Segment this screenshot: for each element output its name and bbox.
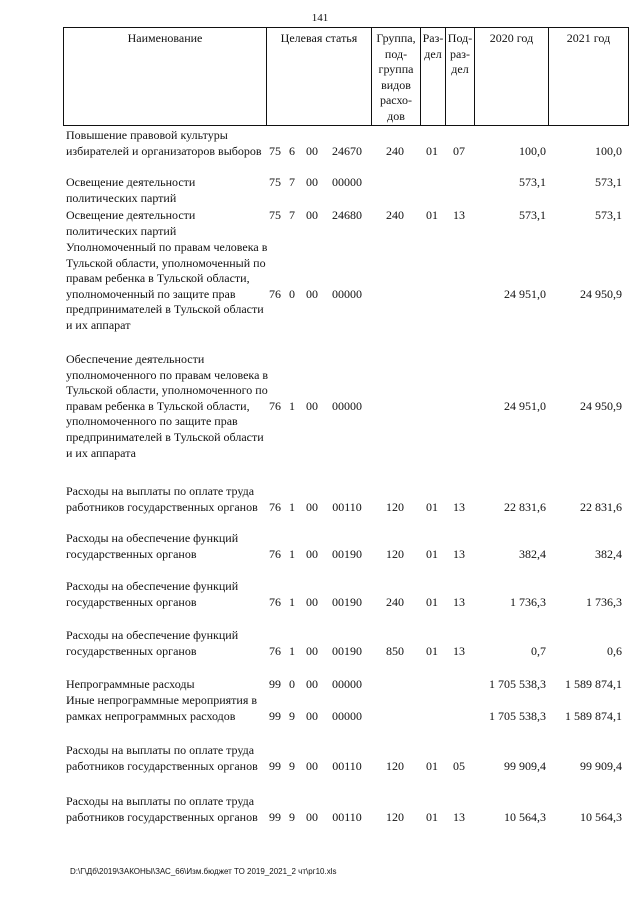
header-podrazdel: Под- раз- дел xyxy=(445,28,474,125)
cell-prz: 13 xyxy=(453,643,465,658)
cell-grp: 120 xyxy=(386,758,404,773)
cell-y21: 24 950,9 xyxy=(580,286,622,301)
cell-rz: 01 xyxy=(426,594,438,609)
header-name: Наименование xyxy=(127,31,203,45)
row-name: Расходы на обеспечение функций государственных органов xyxy=(66,531,239,561)
cell-p2: 9 xyxy=(289,809,295,824)
table-row xyxy=(0,794,640,841)
cell-rz: 01 xyxy=(426,546,438,561)
cell-y21: 24 950,9 xyxy=(580,398,622,413)
cell-rz: 01 xyxy=(426,499,438,514)
row-name: Обеспечение деятельности уполномоченного по правам человека в Тульской области, уполномоченного по правам ребенка в Тульской области, уполномоченного по защите прав предпринимателей в Тульской области и их аппарата xyxy=(66,352,269,460)
table-row xyxy=(0,677,640,693)
cell-y21: 100,0 xyxy=(595,143,622,158)
table-row xyxy=(0,208,640,239)
cell-p2: 1 xyxy=(289,398,295,413)
cell-p2: 1 xyxy=(289,643,295,658)
cell-p4: 00190 xyxy=(332,546,362,561)
cell-prz: 13 xyxy=(453,208,465,222)
cell-p2: 1 xyxy=(289,499,295,514)
cell-p2: 9 xyxy=(289,758,295,773)
table-row xyxy=(0,484,640,531)
cell-grp: 850 xyxy=(386,643,404,658)
cell-p1: 99 xyxy=(269,809,281,824)
cell-y21: 573,1 xyxy=(595,208,622,222)
cell-rz: 01 xyxy=(426,809,438,824)
cell-p4: 00110 xyxy=(332,499,362,514)
table-row xyxy=(0,240,640,350)
cell-p2: 7 xyxy=(289,175,295,189)
cell-y20: 24 951,0 xyxy=(504,398,546,413)
cell-p4: 00110 xyxy=(332,809,362,824)
cell-y20: 573,1 xyxy=(519,208,546,222)
cell-grp: 120 xyxy=(386,809,404,824)
cell-p2: 0 xyxy=(289,286,295,301)
header-group: Группа, под- группа видов расхо- дов xyxy=(371,28,420,125)
row-name: Освещение деятельности политических партий xyxy=(66,175,196,205)
row-name: Расходы на обеспечение функций государственных органов xyxy=(66,628,239,658)
cell-prz: 13 xyxy=(453,499,465,514)
page-number: 141 xyxy=(311,12,329,24)
cell-grp: 240 xyxy=(386,208,404,222)
cell-prz: 13 xyxy=(453,809,465,824)
cell-p3: 00 xyxy=(306,208,318,222)
cell-y20: 382,4 xyxy=(519,546,546,561)
row-name: Освещение деятельности политических партий xyxy=(66,208,196,238)
table-row xyxy=(0,693,640,741)
cell-p1: 76 xyxy=(269,643,281,658)
cell-p3: 00 xyxy=(306,758,318,773)
cell-y20: 1 705 538,3 xyxy=(489,708,546,723)
cell-grp: 240 xyxy=(386,594,404,609)
cell-p3: 00 xyxy=(306,809,318,824)
cell-p4: 00000 xyxy=(332,175,362,189)
cell-p2: 9 xyxy=(289,708,295,723)
table-row xyxy=(0,352,640,482)
cell-p4: 00190 xyxy=(332,643,362,658)
cell-p4: 00190 xyxy=(332,594,362,609)
cell-p3: 00 xyxy=(306,594,318,609)
cell-p4: 24670 xyxy=(332,143,362,158)
cell-p3: 00 xyxy=(306,643,318,658)
cell-y20: 10 564,3 xyxy=(504,809,546,824)
row-name: Иные непрограммные мероприятия в рамках непрограммных расходов xyxy=(66,693,258,723)
cell-p1: 76 xyxy=(269,546,281,561)
cell-y20: 0,7 xyxy=(531,643,546,658)
cell-y20: 99 909,4 xyxy=(504,758,546,773)
cell-p4: 00000 xyxy=(332,286,362,301)
cell-y21: 1 736,3 xyxy=(586,594,622,609)
row-name: Расходы на выплаты по оплате труда работников государственных органов xyxy=(66,484,258,514)
cell-p1: 76 xyxy=(269,398,281,413)
header-target: Целевая статья xyxy=(266,28,371,125)
cell-prz: 13 xyxy=(453,594,465,609)
cell-rz: 01 xyxy=(426,208,438,222)
header-2021: 2021 год xyxy=(548,28,628,125)
cell-y21: 0,6 xyxy=(607,643,622,658)
cell-y21: 22 831,6 xyxy=(580,499,622,514)
cell-y21: 1 589 874,1 xyxy=(565,677,622,691)
row-name: Непрограммные расходы xyxy=(66,677,195,691)
cell-p3: 00 xyxy=(306,499,318,514)
cell-y20: 1 705 538,3 xyxy=(489,677,546,691)
cell-p1: 99 xyxy=(269,708,281,723)
cell-y20: 573,1 xyxy=(519,175,546,189)
cell-p1: 75 xyxy=(269,175,281,189)
table-row xyxy=(0,128,640,175)
cell-p3: 00 xyxy=(306,286,318,301)
cell-p3: 00 xyxy=(306,175,318,189)
cell-p1: 76 xyxy=(269,594,281,609)
row-name: Повышение правовой культуры избирателей и организаторов выборов xyxy=(66,128,262,158)
cell-rz: 01 xyxy=(426,758,438,773)
cell-prz: 05 xyxy=(453,758,465,773)
cell-y20: 22 831,6 xyxy=(504,499,546,514)
cell-p2: 0 xyxy=(289,677,295,691)
cell-y21: 10 564,3 xyxy=(580,809,622,824)
cell-p3: 00 xyxy=(306,143,318,158)
cell-y20: 1 736,3 xyxy=(510,594,546,609)
cell-p4: 00000 xyxy=(332,677,362,691)
cell-p3: 00 xyxy=(306,677,318,691)
table-row xyxy=(0,531,640,576)
header-razdel: Раз- дел xyxy=(420,28,445,125)
table-header xyxy=(63,27,629,126)
cell-p1: 76 xyxy=(269,499,281,514)
row-name: Уполномоченный по правам человека в Тульской области, уполномоченный по правам ребенка в Тульской области, уполномоченный по защите прав предпринимателей в Тульской области и их аппарат xyxy=(66,240,268,332)
cell-p3: 00 xyxy=(306,398,318,413)
row-name: Расходы на выплаты по оплате труда работников государственных органов xyxy=(66,743,258,773)
file-path-footer: D:\Г\Дб\2019\ЗАКОНЫ\ЗАС_66\Изм.бюджет ТО 2019_2021_2 чт\рг10.xls xyxy=(70,867,337,876)
cell-y20: 24 951,0 xyxy=(504,286,546,301)
table-row xyxy=(0,579,640,624)
table-row xyxy=(0,175,640,206)
cell-p1: 76 xyxy=(269,286,281,301)
cell-grp: 120 xyxy=(386,546,404,561)
cell-p2: 7 xyxy=(289,208,295,222)
cell-grp: 120 xyxy=(386,499,404,514)
cell-p2: 1 xyxy=(289,546,295,561)
cell-prz: 13 xyxy=(453,546,465,561)
cell-y21: 99 909,4 xyxy=(580,758,622,773)
cell-y21: 1 589 874,1 xyxy=(565,708,622,723)
row-name: Расходы на обеспечение функций государственных органов xyxy=(66,579,239,609)
cell-p4: 00110 xyxy=(332,758,362,773)
cell-prz: 07 xyxy=(453,143,465,158)
cell-p2: 1 xyxy=(289,594,295,609)
cell-rz: 01 xyxy=(426,143,438,158)
cell-p1: 99 xyxy=(269,758,281,773)
cell-y20: 100,0 xyxy=(519,143,546,158)
cell-p1: 99 xyxy=(269,677,281,691)
cell-y21: 573,1 xyxy=(595,175,622,189)
cell-p4: 24680 xyxy=(332,208,362,222)
row-name: Расходы на выплаты по оплате труда работников государственных органов xyxy=(66,794,258,824)
table-row xyxy=(0,743,640,792)
cell-p3: 00 xyxy=(306,708,318,723)
cell-p3: 00 xyxy=(306,546,318,561)
cell-p1: 75 xyxy=(269,143,281,158)
cell-p2: 6 xyxy=(289,143,295,158)
header-2020: 2020 год xyxy=(474,28,548,125)
table-row xyxy=(0,628,640,673)
cell-rz: 01 xyxy=(426,643,438,658)
cell-p1: 75 xyxy=(269,208,281,222)
cell-grp: 240 xyxy=(386,143,404,158)
cell-y21: 382,4 xyxy=(595,546,622,561)
cell-p4: 00000 xyxy=(332,398,362,413)
cell-p4: 00000 xyxy=(332,708,362,723)
